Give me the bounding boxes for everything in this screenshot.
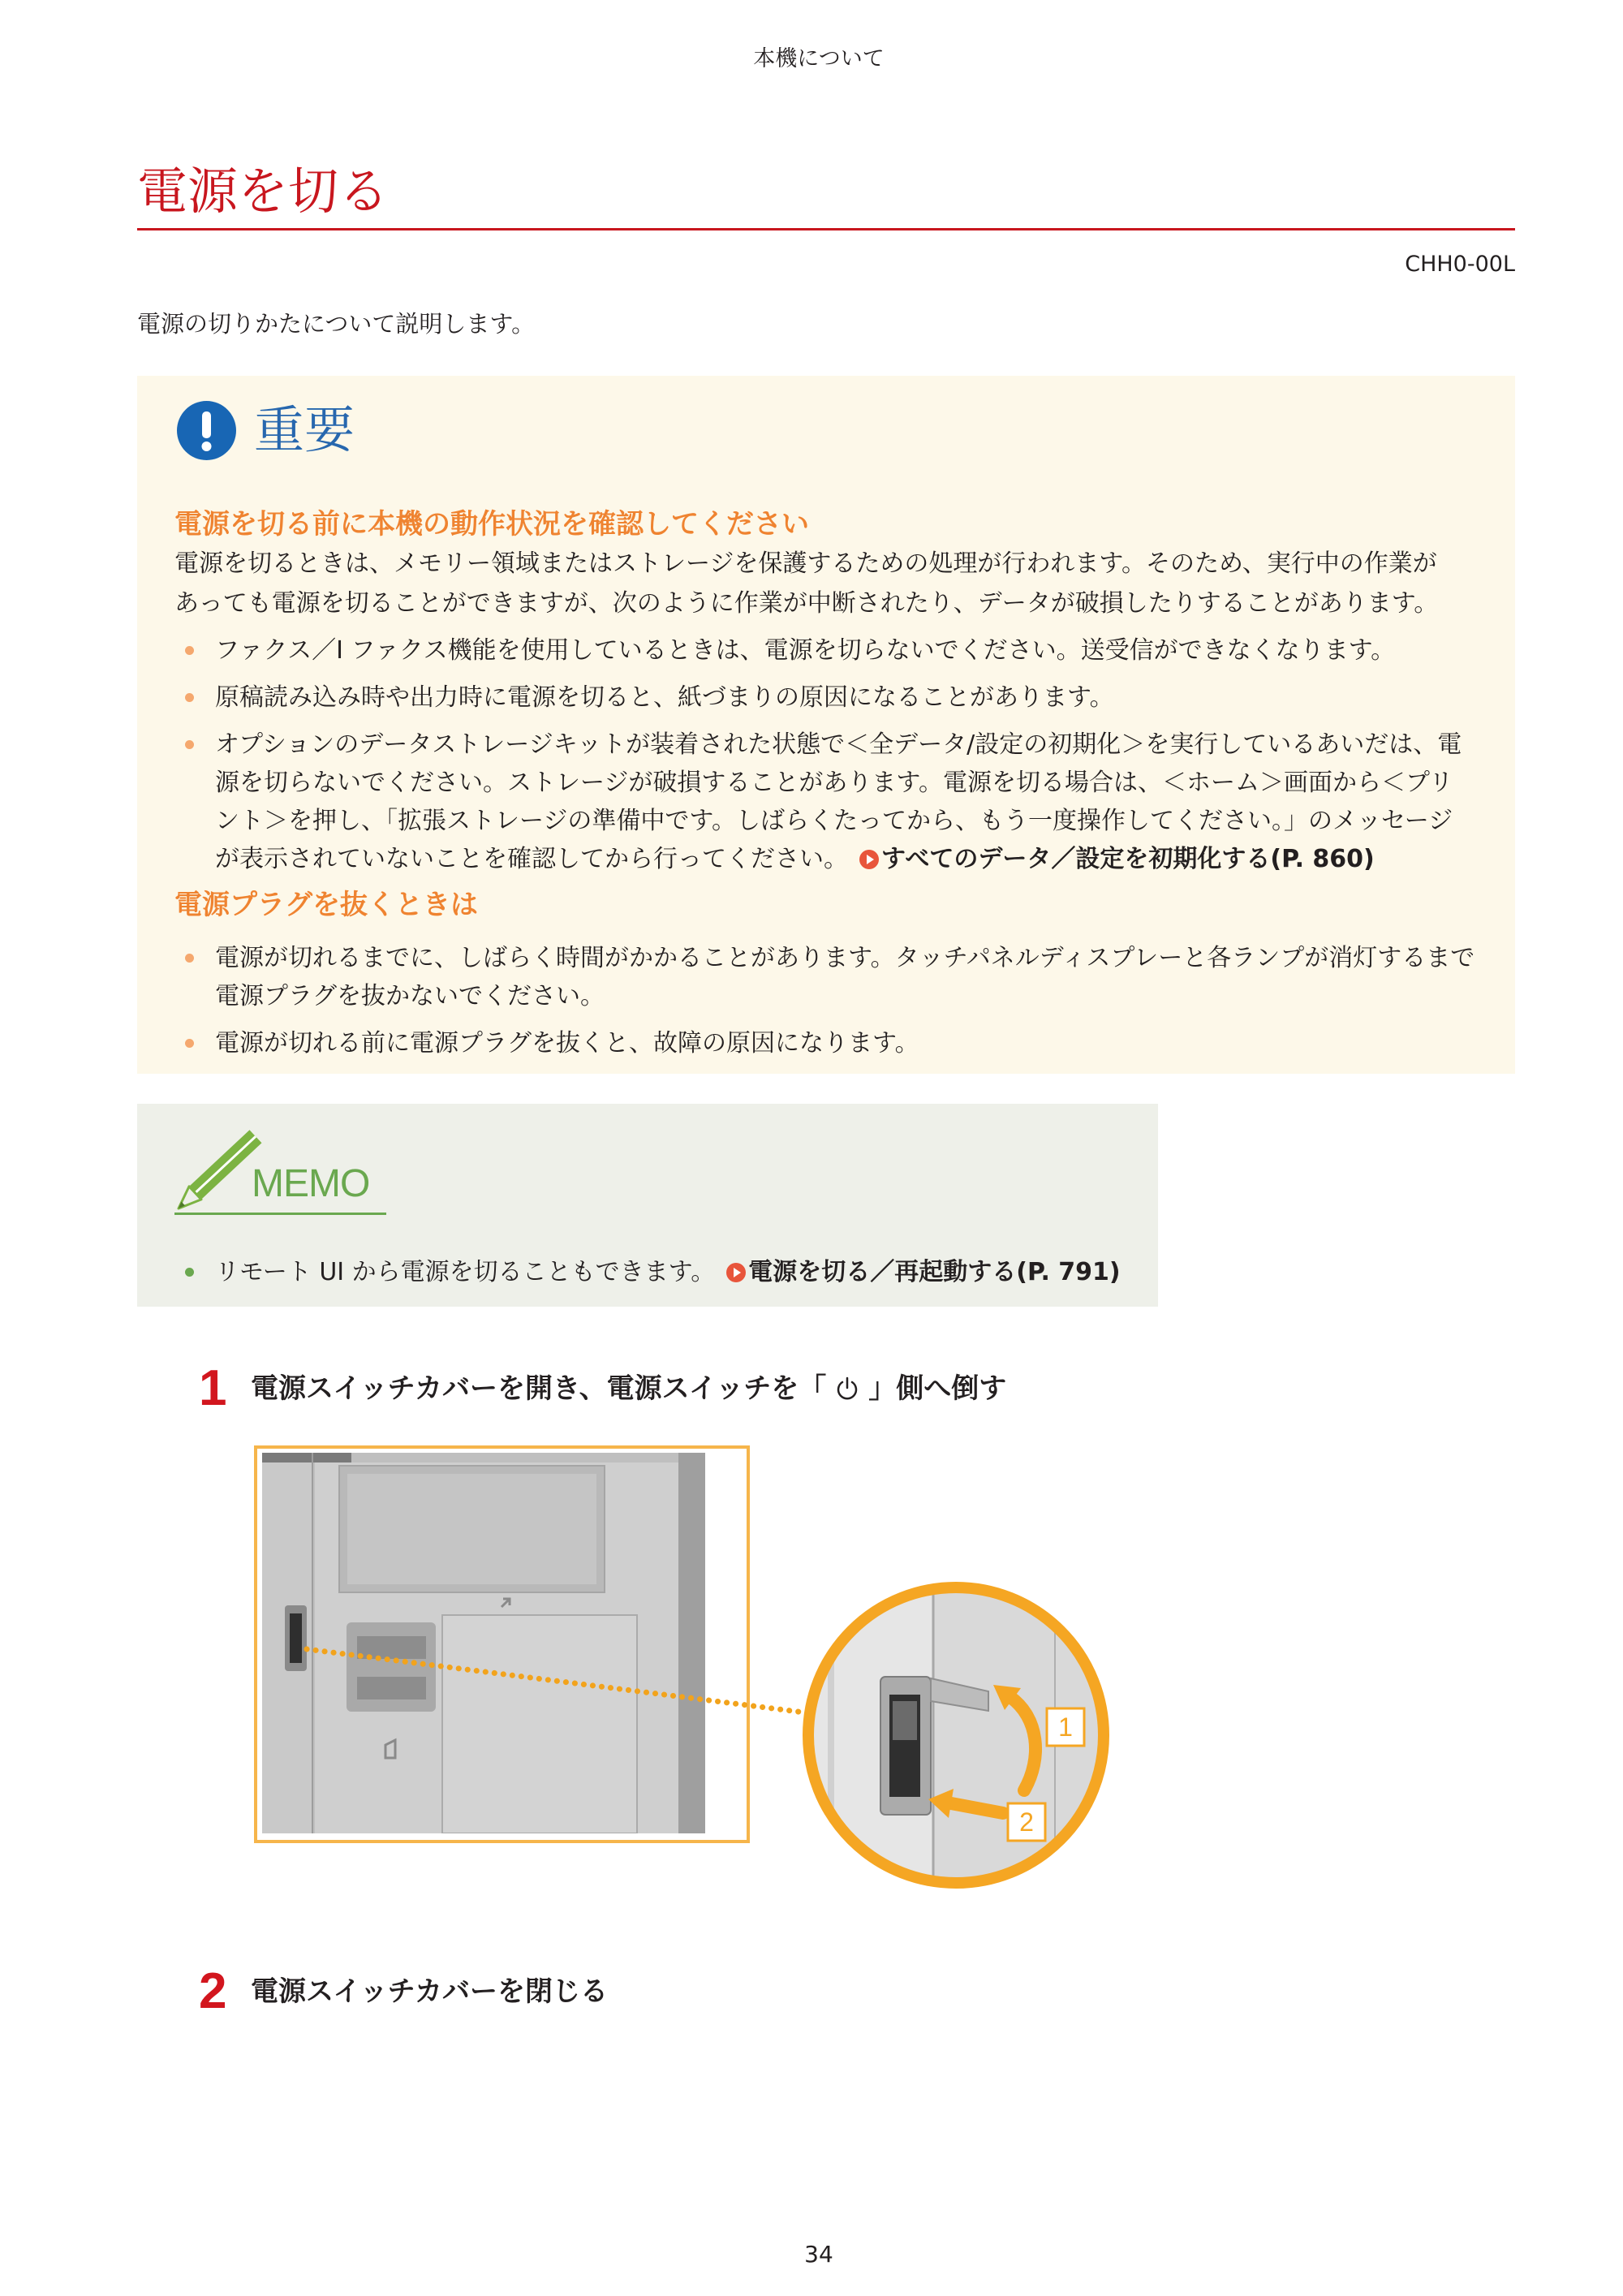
memo-underline <box>174 1213 386 1215</box>
important-heading-check-status: 電源を切る前に本機の動作状況を確認してください <box>174 508 809 541</box>
memo-label: MEMO <box>252 1162 370 1205</box>
list-item-text: 電源が切れるまでに、しばらく時間がかかることがあります。タッチパネルディスプレーと各ランプが消灯するまで電源プラグを抜かないでください。 <box>215 944 1475 1010</box>
cross-reference-text: 電源を切る／再起動する(P. 791) <box>748 1258 1121 1286</box>
link-arrow-icon <box>859 850 879 869</box>
step-instruction <box>251 1369 1006 1408</box>
important-heading-unplug: 電源プラグを抜くときは <box>174 889 478 921</box>
step-number: 2 <box>199 1963 227 2019</box>
callout-label: 2 <box>1019 1807 1034 1837</box>
step-text-after-icon: 」側へ倒す <box>868 1372 1007 1405</box>
important-label: 重要 <box>254 400 355 459</box>
callout-1 <box>1047 1708 1084 1746</box>
list-item-text: ファクス／I ファクス機能を使用しているときは、電源を切らないでください。送受信ができなくなります。 <box>215 636 1396 665</box>
list-item-text: オプションのデータストレージキットが装着された状態で＜全データ/設定の初期化＞を実行しているあいだは、電源を切らないでください。ストレージが破損することがあります。電源を切る場合は、＜ホーム＞画面から＜プリント＞を押し、「拡張ストレージの準備中です。しばらくたってから、もう一度操作してください。」のメッセージが表示されていないことを確認してから行ってください。 <box>215 730 1462 873</box>
step-2 <box>137 1962 1515 2022</box>
side-door <box>442 1615 637 1833</box>
callout-label: 1 <box>1058 1712 1073 1742</box>
list-item <box>174 939 1475 1015</box>
running-header: 本機について <box>753 46 885 71</box>
list-item-text: 原稿読み込み時や出力時に電源を切ると、紙づまりの原因になることがあります。 <box>215 683 1114 712</box>
cross-reference-link-power-restart[interactable] <box>726 1258 1120 1286</box>
power-switch <box>290 1613 302 1663</box>
intro-text: 電源の切りかたについて説明します。 <box>137 310 536 338</box>
link-arrow-icon <box>726 1263 746 1282</box>
important-header <box>174 400 1475 460</box>
exclamation-circle-icon <box>177 401 236 460</box>
list-item <box>174 631 1475 670</box>
page-title: 電源を切る <box>137 162 1515 230</box>
cross-reference-link-reset-all-data[interactable] <box>859 845 1375 873</box>
step-text-before-icon: 電源スイッチカバーを開き、電源スイッチを「 <box>251 1372 827 1405</box>
step-1 <box>137 1359 1515 1419</box>
important-notice <box>137 376 1515 1074</box>
memo-list <box>174 1253 1134 1291</box>
list-item <box>174 726 1475 878</box>
important-list <box>174 631 1475 878</box>
important-paragraph: 電源を切るときは、メモリー領域またはストレージを保護するための処理が行われます。そのため、実行中の作業があっても電源を切ることができますが、次のように作業が中断されたり、データが破損したりすることがあります。 <box>174 549 1439 618</box>
cross-reference-text: すべてのデータ／設定を初期化する(P. 860) <box>881 845 1375 873</box>
callout-2 <box>1008 1803 1045 1841</box>
power-switch-illustration <box>243 1433 1136 1904</box>
step-number: 1 <box>199 1360 227 1416</box>
list-item-text: 電源が切れる前に電源プラグを抜くと、故障の原因になります。 <box>215 1029 919 1058</box>
switch-toggle <box>893 1701 917 1740</box>
page-content <box>137 0 1515 2022</box>
document-id: CHH0-00L <box>1405 252 1515 277</box>
list-item <box>174 1024 1475 1062</box>
list-item-text: リモート UI から電源を切ることもできます。 <box>215 1258 716 1286</box>
power-icon <box>834 1375 860 1401</box>
list-item <box>174 1253 1134 1291</box>
memo-note <box>137 1104 1158 1307</box>
important-list <box>174 939 1475 1062</box>
memo-header <box>174 1126 386 1215</box>
list-item <box>174 678 1475 717</box>
step-instruction: 電源スイッチカバーを閉じる <box>251 1975 608 2008</box>
printer-side-photo <box>262 1453 705 1833</box>
page-number: 34 <box>804 2241 833 2268</box>
